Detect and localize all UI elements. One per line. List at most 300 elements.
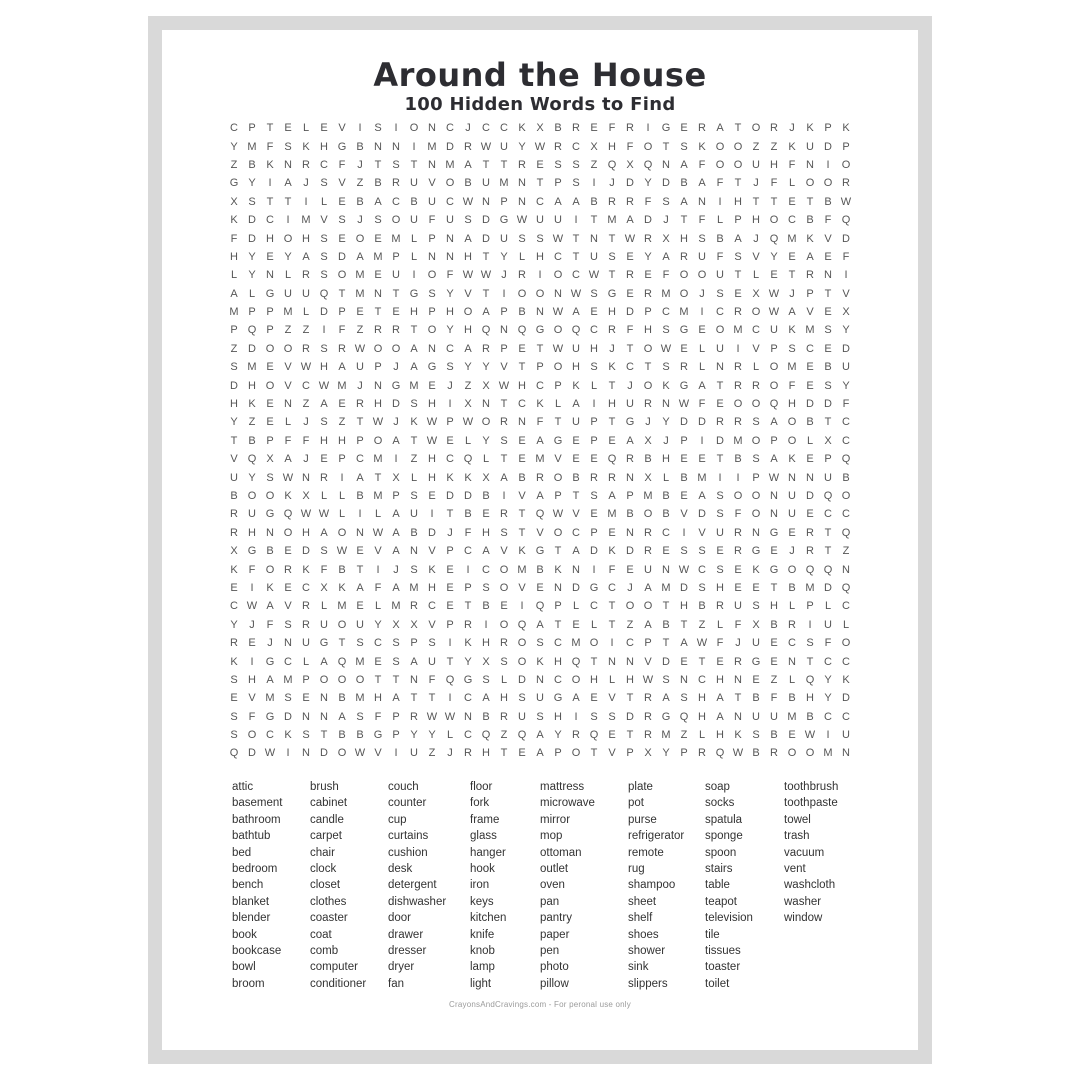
grid-letter: B	[752, 747, 760, 760]
grid-letter: I	[718, 195, 722, 208]
grid-letter: B	[662, 618, 670, 631]
grid-letter: V	[752, 342, 760, 355]
grid-letter: S	[302, 729, 310, 742]
grid-letter: E	[788, 250, 796, 263]
grid-letter: M	[229, 306, 239, 319]
grid-letter: P	[842, 140, 850, 153]
grid-letter: R	[518, 269, 526, 282]
grid-letter: C	[428, 600, 436, 613]
grid-letter: L	[446, 729, 454, 742]
word-item: lamp	[470, 961, 495, 974]
grid-letter: N	[806, 471, 814, 484]
grid-letter: U	[518, 710, 526, 723]
grid-letter: N	[626, 526, 634, 539]
grid-letter: T	[608, 379, 616, 392]
grid-letter: G	[427, 361, 437, 374]
grid-letter: A	[536, 729, 544, 742]
grid-letter: O	[697, 269, 707, 282]
grid-letter: B	[482, 710, 490, 723]
grid-letter: O	[643, 508, 653, 521]
word-item: frame	[470, 813, 500, 826]
grid-letter: N	[266, 269, 274, 282]
grid-letter: T	[662, 600, 670, 613]
grid-letter: G	[373, 729, 383, 742]
grid-letter: Y	[482, 361, 490, 374]
grid-letter: H	[806, 692, 814, 705]
grid-letter: O	[391, 214, 401, 227]
grid-letter: L	[374, 600, 382, 613]
grid-letter: L	[554, 398, 562, 411]
grid-letter: Y	[770, 250, 778, 263]
grid-letter: O	[265, 563, 275, 576]
grid-letter: M	[805, 324, 815, 337]
grid-letter: C	[392, 195, 400, 208]
grid-letter: C	[788, 214, 796, 227]
grid-letter: E	[356, 600, 364, 613]
grid-letter: P	[392, 250, 400, 263]
grid-letter: Y	[662, 416, 670, 429]
grid-letter: B	[752, 692, 760, 705]
grid-letter: A	[392, 434, 400, 447]
grid-letter: I	[502, 490, 506, 502]
grid-letter: O	[733, 158, 743, 171]
grid-letter: O	[733, 140, 743, 153]
grid-letter: H	[266, 232, 274, 245]
grid-letter: E	[770, 545, 778, 558]
word-item: soap	[705, 781, 730, 793]
grid-letter: R	[500, 637, 508, 650]
word-item: outlet	[540, 863, 569, 876]
grid-letter: R	[320, 471, 328, 484]
grid-letter: K	[788, 324, 796, 337]
grid-row	[225, 652, 855, 670]
grid-letter: A	[680, 158, 688, 171]
word-item: conditioner	[310, 977, 367, 990]
grid-letter: L	[716, 618, 724, 631]
grid-letter: M	[337, 600, 347, 613]
grid-letter: P	[824, 122, 832, 135]
grid-letter: E	[734, 287, 742, 300]
grid-letter: L	[338, 508, 346, 521]
grid-letter: T	[680, 214, 688, 227]
grid-letter: M	[661, 287, 671, 300]
grid-letter: O	[337, 673, 347, 686]
grid-letter: I	[736, 342, 740, 355]
grid-letter: B	[734, 453, 742, 466]
grid-letter: U	[716, 269, 724, 282]
grid-letter: N	[464, 710, 472, 723]
grid-letter: R	[464, 618, 472, 631]
grid-letter: O	[337, 618, 347, 631]
grid-letter: M	[355, 692, 365, 705]
grid-letter: M	[355, 269, 365, 282]
grid-letter: Q	[805, 563, 815, 576]
grid-letter: F	[824, 214, 832, 227]
grid-letter: P	[626, 490, 634, 502]
grid-letter: S	[734, 250, 742, 263]
grid-letter: R	[302, 269, 310, 282]
grid-letter: O	[337, 526, 347, 539]
grid-letter: S	[410, 490, 418, 502]
grid-letter: S	[428, 287, 436, 300]
grid-letter: P	[554, 177, 562, 190]
grid-letter: Q	[607, 453, 617, 466]
grid-letter: U	[770, 324, 778, 337]
word-column	[310, 779, 366, 992]
grid-letter: N	[518, 177, 526, 190]
grid-letter: T	[536, 342, 544, 355]
grid-letter: C	[788, 637, 796, 650]
grid-letter: L	[824, 600, 832, 613]
grid-letter: E	[572, 618, 580, 631]
grid-row	[225, 358, 855, 376]
grid-letter: H	[464, 324, 472, 337]
grid-letter: K	[842, 122, 850, 135]
grid-letter: A	[608, 490, 616, 502]
grid-letter: N	[320, 692, 328, 705]
grid-letter: A	[356, 250, 364, 263]
grid-letter: W	[768, 471, 780, 484]
grid-letter: M	[247, 140, 257, 153]
grid-letter: R	[644, 398, 652, 411]
grid-letter: W	[264, 747, 276, 760]
grid-letter: I	[322, 324, 326, 337]
grid-letter: T	[662, 140, 670, 153]
grid-letter: X	[320, 581, 328, 594]
grid-letter: T	[572, 490, 580, 502]
grid-letter: R	[464, 747, 472, 760]
grid-letter: O	[841, 490, 851, 502]
grid-letter: R	[644, 526, 652, 539]
grid-letter: A	[356, 471, 364, 484]
grid-letter: D	[284, 710, 292, 723]
grid-letter: T	[500, 453, 508, 466]
grid-letter: J	[699, 287, 705, 300]
grid-letter: Q	[517, 618, 527, 631]
grid-letter: T	[662, 637, 670, 650]
grid-letter: A	[572, 692, 580, 705]
grid-letter: S	[608, 250, 616, 263]
grid-letter: V	[500, 545, 508, 558]
grid-letter: F	[338, 324, 346, 337]
grid-letter: O	[283, 526, 293, 539]
grid-letter: U	[788, 508, 796, 521]
word-item: curtains	[388, 830, 429, 843]
grid-letter: G	[661, 122, 671, 135]
grid-letter: H	[464, 250, 472, 263]
grid-letter: W	[624, 232, 636, 245]
grid-letter: B	[536, 563, 544, 576]
grid-letter: Q	[823, 490, 833, 502]
grid-letter: H	[734, 195, 742, 208]
grid-letter: G	[463, 673, 473, 686]
grid-letter: N	[320, 710, 328, 723]
grid-letter: A	[374, 195, 382, 208]
grid-letter: I	[340, 471, 344, 484]
grid-letter: I	[250, 655, 254, 668]
grid-letter: L	[572, 600, 580, 613]
grid-letter: D	[626, 306, 634, 319]
word-item: bathtub	[232, 830, 271, 843]
grid-letter: Q	[769, 232, 779, 245]
grid-letter: T	[824, 287, 832, 300]
grid-letter: X	[644, 434, 652, 447]
grid-letter: V	[536, 526, 544, 539]
grid-letter: S	[572, 177, 580, 190]
grid-letter: J	[663, 214, 669, 227]
grid-letter: I	[844, 269, 848, 282]
grid-letter: T	[824, 526, 832, 539]
grid-letter: C	[662, 526, 670, 539]
grid-letter: Q	[823, 563, 833, 576]
grid-letter: A	[572, 545, 580, 558]
grid-letter: K	[806, 232, 814, 245]
grid-letter: K	[608, 545, 616, 558]
grid-letter: V	[806, 306, 814, 319]
grid-letter: W	[552, 232, 564, 245]
grid-letter: B	[770, 729, 778, 742]
grid-letter: C	[626, 637, 634, 650]
grid-letter: O	[787, 434, 797, 447]
grid-letter: D	[680, 581, 688, 594]
grid-letter: R	[734, 655, 742, 668]
grid-letter: Q	[319, 287, 329, 300]
grid-letter: G	[265, 710, 275, 723]
grid-row	[225, 744, 855, 762]
grid-letter: P	[644, 637, 652, 650]
grid-letter: U	[824, 618, 832, 631]
grid-letter: C	[824, 710, 832, 723]
grid-letter: U	[320, 618, 328, 631]
word-column	[628, 779, 684, 992]
grid-letter: S	[554, 158, 562, 171]
grid-letter: B	[356, 729, 364, 742]
grid-letter: X	[482, 655, 490, 668]
word-column	[470, 779, 506, 992]
grid-row	[225, 248, 855, 266]
grid-letter: C	[302, 581, 310, 594]
grid-letter: O	[337, 747, 347, 760]
grid-letter: T	[608, 416, 616, 429]
grid-letter: A	[572, 306, 580, 319]
grid-letter: J	[627, 581, 633, 594]
word-item: teapot	[705, 895, 737, 908]
grid-letter: E	[806, 361, 814, 374]
grid-letter: H	[554, 655, 562, 668]
grid-letter: I	[394, 122, 398, 135]
word-item: coat	[310, 928, 332, 941]
grid-letter: J	[753, 232, 759, 245]
grid-letter: B	[410, 526, 418, 539]
grid-letter: T	[374, 158, 382, 171]
grid-letter: F	[320, 563, 328, 576]
grid-letter: E	[428, 379, 436, 392]
grid-letter: R	[698, 122, 706, 135]
grid-letter: Q	[841, 453, 851, 466]
grid-letter: O	[571, 747, 581, 760]
grid-letter: O	[481, 416, 491, 429]
grid-letter: E	[518, 434, 526, 447]
grid-letter: S	[284, 618, 292, 631]
grid-letter: E	[536, 581, 544, 594]
word-item: glass	[470, 830, 497, 843]
grid-letter: P	[428, 232, 436, 245]
grid-letter: V	[338, 122, 346, 135]
grid-letter: L	[500, 673, 508, 686]
grid-letter: S	[806, 637, 814, 650]
grid-letter: N	[824, 269, 832, 282]
grid-letter: Y	[500, 250, 508, 263]
grid-letter: K	[302, 140, 310, 153]
grid-letter: H	[500, 692, 508, 705]
grid-letter: F	[716, 637, 724, 650]
word-item: hook	[470, 863, 495, 876]
grid-letter: Z	[230, 158, 238, 171]
grid-letter: S	[320, 269, 328, 282]
grid-letter: I	[466, 563, 470, 576]
grid-letter: J	[249, 618, 255, 631]
grid-letter: T	[410, 324, 418, 337]
grid-letter: O	[499, 581, 509, 594]
grid-letter: E	[266, 398, 274, 411]
grid-letter: H	[482, 526, 490, 539]
grid-letter: J	[303, 177, 309, 190]
grid-letter: O	[373, 342, 383, 355]
grid-row	[225, 597, 855, 615]
grid-letter: N	[410, 545, 418, 558]
grid-letter: I	[592, 398, 596, 411]
grid-letter: Q	[571, 324, 581, 337]
grid-letter: B	[698, 600, 706, 613]
grid-letter: F	[266, 618, 274, 631]
grid-letter: U	[536, 692, 544, 705]
grid-letter: H	[716, 729, 724, 742]
word-item: tissues	[705, 945, 741, 958]
grid-letter: N	[590, 232, 598, 245]
grid-letter: N	[266, 526, 274, 539]
grid-letter: S	[662, 673, 670, 686]
grid-letter: A	[392, 581, 400, 594]
grid-letter: E	[770, 269, 778, 282]
word-item: bathroom	[232, 813, 281, 826]
word-item: mirror	[540, 813, 571, 826]
grid-letter: P	[374, 361, 382, 374]
grid-letter: D	[320, 306, 328, 319]
grid-letter: R	[806, 269, 814, 282]
grid-letter: N	[734, 673, 742, 686]
grid-letter: U	[392, 269, 400, 282]
grid-letter: E	[266, 361, 274, 374]
grid-letter: Z	[338, 416, 346, 429]
grid-letter: N	[428, 342, 436, 355]
grid-letter: B	[824, 195, 832, 208]
grid-letter: O	[787, 563, 797, 576]
grid-letter: H	[608, 398, 616, 411]
grid-letter: M	[283, 673, 293, 686]
word-item: clothes	[310, 895, 347, 908]
grid-letter: Y	[518, 140, 526, 153]
grid-letter: O	[625, 600, 635, 613]
grid-letter: C	[230, 122, 238, 135]
word-column	[705, 779, 753, 992]
grid-letter: I	[286, 214, 290, 227]
word-item: purse	[628, 813, 657, 826]
grid-letter: J	[393, 563, 399, 576]
page-title: Around the House	[373, 56, 707, 94]
grid-letter: B	[518, 306, 526, 319]
grid-letter: D	[248, 232, 256, 245]
grid-letter: E	[734, 563, 742, 576]
word-item: towel	[784, 813, 811, 826]
grid-letter: E	[680, 655, 688, 668]
grid-letter: H	[320, 361, 328, 374]
grid-letter: N	[788, 655, 796, 668]
grid-letter: L	[230, 269, 238, 282]
grid-letter: M	[661, 581, 671, 594]
grid-letter: Y	[554, 729, 562, 742]
grid-letter: A	[644, 618, 652, 631]
grid-letter: S	[356, 710, 364, 723]
grid-letter: E	[356, 306, 364, 319]
grid-letter: N	[302, 471, 310, 484]
word-item: bench	[232, 879, 264, 892]
grid-letter: W	[588, 269, 600, 282]
grid-letter: S	[518, 232, 526, 245]
grid-letter: Y	[842, 379, 850, 392]
grid-letter: T	[626, 729, 634, 742]
grid-letter: H	[428, 471, 436, 484]
grid-letter: A	[356, 581, 364, 594]
grid-letter: O	[553, 269, 563, 282]
grid-letter: P	[500, 342, 508, 355]
grid-letter: N	[662, 398, 670, 411]
grid-letter: T	[464, 600, 472, 613]
grid-letter: E	[644, 269, 652, 282]
grid-letter: C	[446, 122, 454, 135]
grid-letter: R	[734, 361, 742, 374]
grid-letter: J	[465, 122, 471, 135]
grid-letter: E	[590, 453, 598, 466]
grid-letter: E	[680, 342, 688, 355]
grid-letter: R	[392, 177, 400, 190]
grid-letter: E	[230, 692, 238, 705]
grid-letter: U	[428, 655, 436, 668]
grid-letter: B	[770, 618, 778, 631]
grid-letter: A	[806, 250, 814, 263]
grid-letter: D	[842, 232, 850, 245]
grid-letter: U	[248, 508, 256, 521]
grid-letter: T	[266, 195, 274, 208]
grid-letter: U	[590, 250, 598, 263]
grid-letter: K	[842, 673, 850, 686]
grid-letter: K	[554, 563, 562, 576]
grid-letter: C	[302, 379, 310, 392]
grid-letter: T	[734, 177, 742, 190]
grid-letter: H	[302, 232, 310, 245]
grid-letter: N	[446, 250, 454, 263]
grid-letter: T	[518, 526, 526, 539]
word-item: knob	[470, 945, 495, 958]
grid-letter: B	[824, 361, 832, 374]
grid-letter: T	[518, 361, 526, 374]
grid-letter: C	[482, 563, 490, 576]
grid-letter: A	[572, 195, 580, 208]
grid-letter: Y	[248, 250, 256, 263]
grid-row	[225, 708, 855, 726]
grid-row	[225, 137, 855, 155]
word-item: microwave	[540, 797, 595, 810]
grid-letter: Z	[302, 398, 310, 411]
